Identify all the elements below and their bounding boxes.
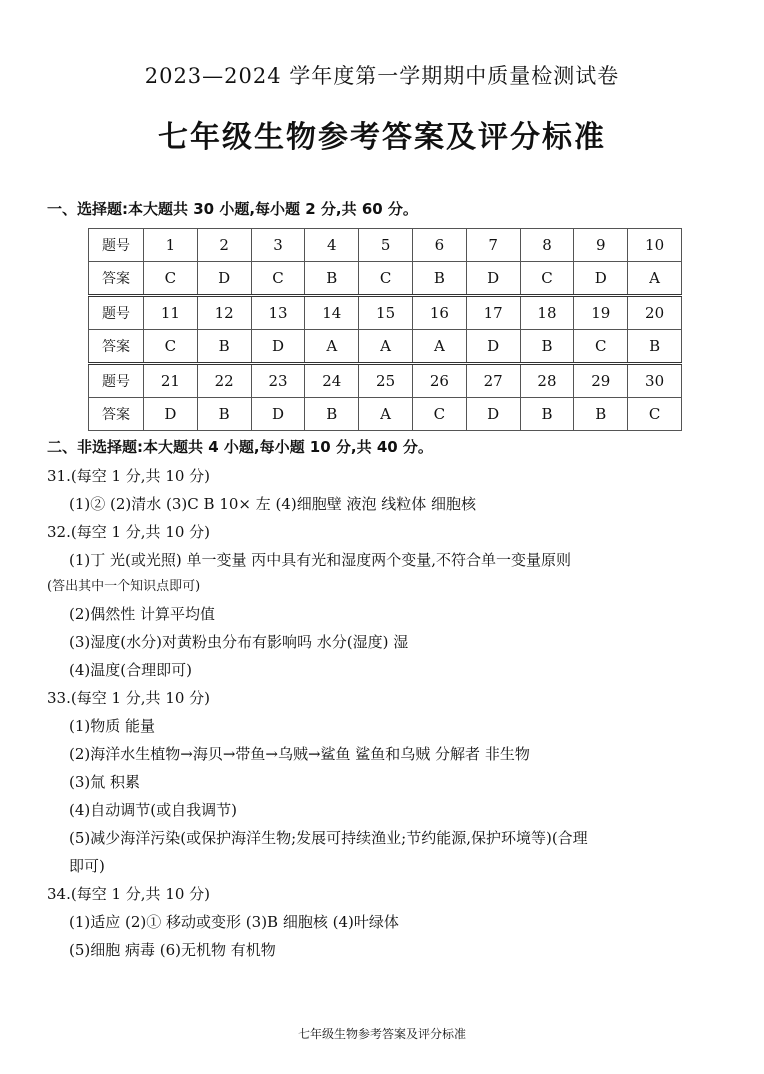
choice-answer-table — [88, 228, 682, 431]
answer-line: (1)适应 (2)① 移动或变形 (3)B 细胞核 (4)叶绿体 — [69, 913, 399, 931]
answer-cell: C — [251, 262, 305, 296]
answer-cell: B — [628, 330, 682, 364]
answer-cell: A — [628, 262, 682, 296]
question-number-cell: 10 — [628, 229, 682, 262]
table-row-answers — [89, 262, 682, 296]
table-row-numbers — [89, 229, 682, 262]
answer-cell: A — [412, 330, 466, 364]
answer-cell: B — [305, 262, 359, 296]
question-number-cell: 21 — [144, 364, 198, 398]
question-number-cell: 12 — [197, 296, 251, 330]
answer-cell: C — [520, 262, 574, 296]
answer-line: (1)丁 光(或光照) 单一变量 丙中具有光和湿度两个变量,不符合单一变量原则 — [69, 551, 572, 569]
exam-subtitle: 2023—2024 学年度第一学期期中质量检测试卷 — [144, 64, 620, 88]
answer-cell: C — [628, 398, 682, 431]
answer-cell: B — [574, 398, 628, 431]
question-heading: 31.(每空 1 分,共 10 分) — [47, 467, 211, 485]
question-number-cell: 18 — [520, 296, 574, 330]
answer-line: (3)湿度(水分)对黄粉虫分布有影响吗 水分(湿度) 湿 — [69, 633, 409, 651]
section1-heading: 一、选择题:本大题共 30 小题,每小题 2 分,共 60 分。 — [47, 200, 418, 218]
row-label-number: 题号 — [89, 296, 144, 330]
answer-line: (答出其中一个知识点即可) — [47, 579, 201, 594]
question-number-cell: 3 — [251, 229, 305, 262]
question-number-cell: 15 — [359, 296, 413, 330]
question-number-cell: 11 — [144, 296, 198, 330]
question-number-cell: 20 — [628, 296, 682, 330]
question-number-cell: 24 — [305, 364, 359, 398]
question-number-cell: 7 — [466, 229, 520, 262]
question-number-cell: 16 — [412, 296, 466, 330]
question-number-cell: 27 — [466, 364, 520, 398]
question-number-cell: 25 — [359, 364, 413, 398]
row-label-answer: 答案 — [89, 330, 144, 364]
answer-cell: C — [359, 262, 413, 296]
question-number-cell: 2 — [197, 229, 251, 262]
table-row-numbers — [89, 364, 682, 398]
answer-cell: B — [412, 262, 466, 296]
section2-heading: 二、非选择题:本大题共 4 小题,每小题 10 分,共 40 分。 — [47, 438, 433, 456]
answer-cell: B — [197, 398, 251, 431]
answer-cell: B — [197, 330, 251, 364]
question-number-cell: 4 — [305, 229, 359, 262]
answer-cell: D — [144, 398, 198, 431]
table-row-answers — [89, 330, 682, 364]
answer-cell: B — [520, 330, 574, 364]
answer-line: (2)偶然性 计算平均值 — [69, 605, 216, 623]
question-number-cell: 1 — [144, 229, 198, 262]
answer-line: 即可) — [69, 857, 105, 875]
answer-line: (5)减少海洋污染(或保护海洋生物;发展可持续渔业;节约能源,保护环境等)(合理 — [69, 829, 588, 847]
row-label-number: 题号 — [89, 364, 144, 398]
answer-line: (4)自动调节(或自我调节) — [69, 801, 237, 819]
table-row-answers — [89, 398, 682, 431]
answer-cell: D — [197, 262, 251, 296]
answer-line: (5)细胞 病毒 (6)无机物 有机物 — [69, 941, 276, 959]
question-number-cell: 5 — [359, 229, 413, 262]
row-label-number: 题号 — [89, 229, 144, 262]
question-number-cell: 14 — [305, 296, 359, 330]
question-heading: 34.(每空 1 分,共 10 分) — [47, 885, 211, 903]
answer-line: (1)② (2)清水 (3)C B 10× 左 (4)细胞壁 液泡 线粒体 细胞核 — [69, 495, 477, 513]
question-number-cell: 29 — [574, 364, 628, 398]
row-label-answer: 答案 — [89, 398, 144, 431]
page-footer: 七年级生物参考答案及评分标准 — [297, 1027, 466, 1041]
answer-cell: B — [305, 398, 359, 431]
row-label-answer: 答案 — [89, 262, 144, 296]
answer-cell: D — [466, 262, 520, 296]
question-number-cell: 22 — [197, 364, 251, 398]
answer-cell: B — [520, 398, 574, 431]
question-number-cell: 13 — [251, 296, 305, 330]
page-title: 七年级生物参考答案及评分标准 — [158, 120, 606, 155]
answer-cell: D — [574, 262, 628, 296]
question-number-cell: 17 — [466, 296, 520, 330]
answer-cell: D — [251, 398, 305, 431]
question-number-cell: 6 — [412, 229, 466, 262]
answer-cell: D — [251, 330, 305, 364]
question-number-cell: 9 — [574, 229, 628, 262]
question-number-cell: 28 — [520, 364, 574, 398]
answer-cell: A — [359, 398, 413, 431]
question-number-cell: 30 — [628, 364, 682, 398]
answer-cell: A — [359, 330, 413, 364]
question-number-cell: 26 — [412, 364, 466, 398]
answer-cell: D — [466, 398, 520, 431]
answer-line: (3)氚 积累 — [69, 773, 141, 791]
question-heading: 33.(每空 1 分,共 10 分) — [47, 689, 211, 707]
answer-cell: C — [144, 262, 198, 296]
answer-cell: A — [305, 330, 359, 364]
question-heading: 32.(每空 1 分,共 10 分) — [47, 523, 211, 541]
answer-cell: C — [574, 330, 628, 364]
question-number-cell: 8 — [520, 229, 574, 262]
answer-cell: C — [412, 398, 466, 431]
answer-cell: C — [144, 330, 198, 364]
table-row-numbers — [89, 296, 682, 330]
question-number-cell: 23 — [251, 364, 305, 398]
question-number-cell: 19 — [574, 296, 628, 330]
answer-line: (4)温度(合理即可) — [69, 661, 192, 679]
answer-line: (2)海洋水生植物→海贝→带鱼→乌贼→鲨鱼 鲨鱼和乌贼 分解者 非生物 — [69, 745, 530, 763]
nonchoice-answers — [47, 462, 727, 964]
answer-cell: D — [466, 330, 520, 364]
answer-line: (1)物质 能量 — [69, 717, 156, 735]
